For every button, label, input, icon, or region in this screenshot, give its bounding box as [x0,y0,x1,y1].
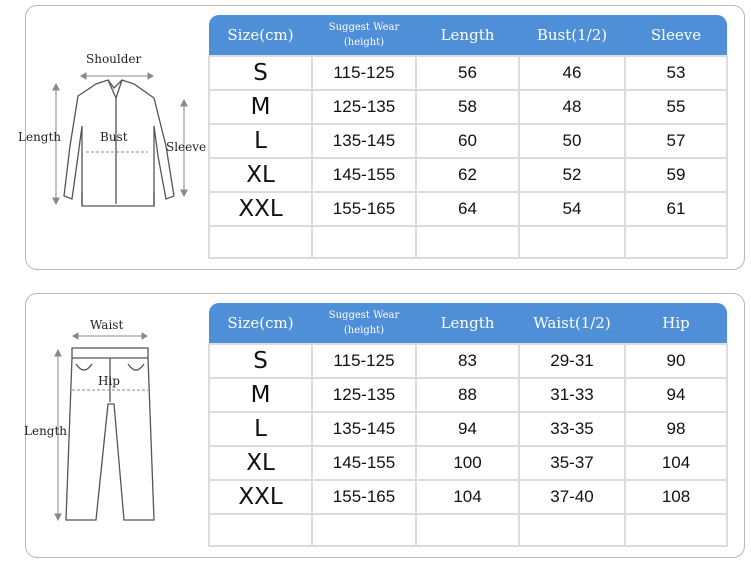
table-header-row [209,303,727,344]
waist-cell: 35-37 [519,446,625,480]
table-header-row [209,15,727,56]
pants-size-panel [25,293,745,558]
table-row [209,56,727,90]
bust-label: Bust [100,130,128,144]
waist-cell: 37-40 [519,480,625,514]
table-row [209,344,727,378]
table-row [209,480,727,514]
hip-cell: 98 [625,412,727,446]
table-row [209,90,727,124]
header-suggest-wear: Suggest Wear (height) [312,303,416,344]
bust-cell: 46 [519,56,625,90]
bust-cell: 48 [519,90,625,124]
size-cell: XL [209,158,312,192]
empty-row [209,226,727,258]
length-cell: 100 [416,446,519,480]
length-cell: 104 [416,480,519,514]
hip-label: Hip [98,374,120,388]
header-bust: Bust(1/2) [519,15,625,56]
sleeve-cell: 59 [625,158,727,192]
size-cell: M [209,378,312,412]
height-cell: 155-165 [312,480,416,514]
height-cell: 145-155 [312,158,416,192]
shirt-size-table [208,15,728,259]
length-cell: 58 [416,90,519,124]
height-cell: 155-165 [312,192,416,226]
height-cell: 135-145 [312,412,416,446]
header-size: Size(cm) [209,303,312,344]
table-row [209,192,727,226]
bust-cell: 52 [519,158,625,192]
sleeve-cell: 61 [625,192,727,226]
length-cell: 88 [416,378,519,412]
sleeve-cell: 55 [625,90,727,124]
length-label: Length [18,130,62,144]
height-cell: 115-125 [312,344,416,378]
size-cell: L [209,412,312,446]
height-cell: 125-135 [312,378,416,412]
header-length: Length [416,303,519,344]
table-row [209,158,727,192]
height-cell: 135-145 [312,124,416,158]
length-cell: 62 [416,158,519,192]
size-cell: M [209,90,312,124]
header-length: Length [416,15,519,56]
waist-label: Waist [90,318,124,332]
header-sleeve: Sleeve [625,15,727,56]
waist-cell: 33-35 [519,412,625,446]
size-cell: L [209,124,312,158]
empty-row [209,514,727,546]
length-cell: 94 [416,412,519,446]
length-cell: 56 [416,56,519,90]
length-cell: 64 [416,192,519,226]
sleeve-cell: 57 [625,124,727,158]
hip-cell: 90 [625,344,727,378]
table-row [209,378,727,412]
pants-diagram [26,294,211,559]
length-cell: 60 [416,124,519,158]
waist-cell: 29-31 [519,344,625,378]
size-cell: XXL [209,480,312,514]
table-row [209,412,727,446]
header-hip: Hip [625,303,727,344]
sleeve-cell: 53 [625,56,727,90]
size-cell: S [209,56,312,90]
shirt-size-panel [18,5,745,270]
shirt-diagram [18,6,211,271]
height-cell: 145-155 [312,446,416,480]
hip-cell: 108 [625,480,727,514]
pants-size-table [208,303,728,547]
table-row [209,124,727,158]
size-cell: XXL [209,192,312,226]
sleeve-label: Sleeve [166,140,207,154]
waist-cell: 31-33 [519,378,625,412]
height-cell: 115-125 [312,56,416,90]
size-cell: S [209,344,312,378]
height-cell: 125-135 [312,90,416,124]
hip-cell: 94 [625,378,727,412]
bust-cell: 54 [519,192,625,226]
length-cell: 83 [416,344,519,378]
size-cell: XL [209,446,312,480]
header-size: Size(cm) [209,15,312,56]
bust-cell: 50 [519,124,625,158]
shoulder-label: Shoulder [86,52,142,66]
length-label: Length [24,424,68,438]
header-waist: Waist(1/2) [519,303,625,344]
header-suggest-wear: Suggest Wear (height) [312,15,416,56]
table-row [209,446,727,480]
hip-cell: 104 [625,446,727,480]
